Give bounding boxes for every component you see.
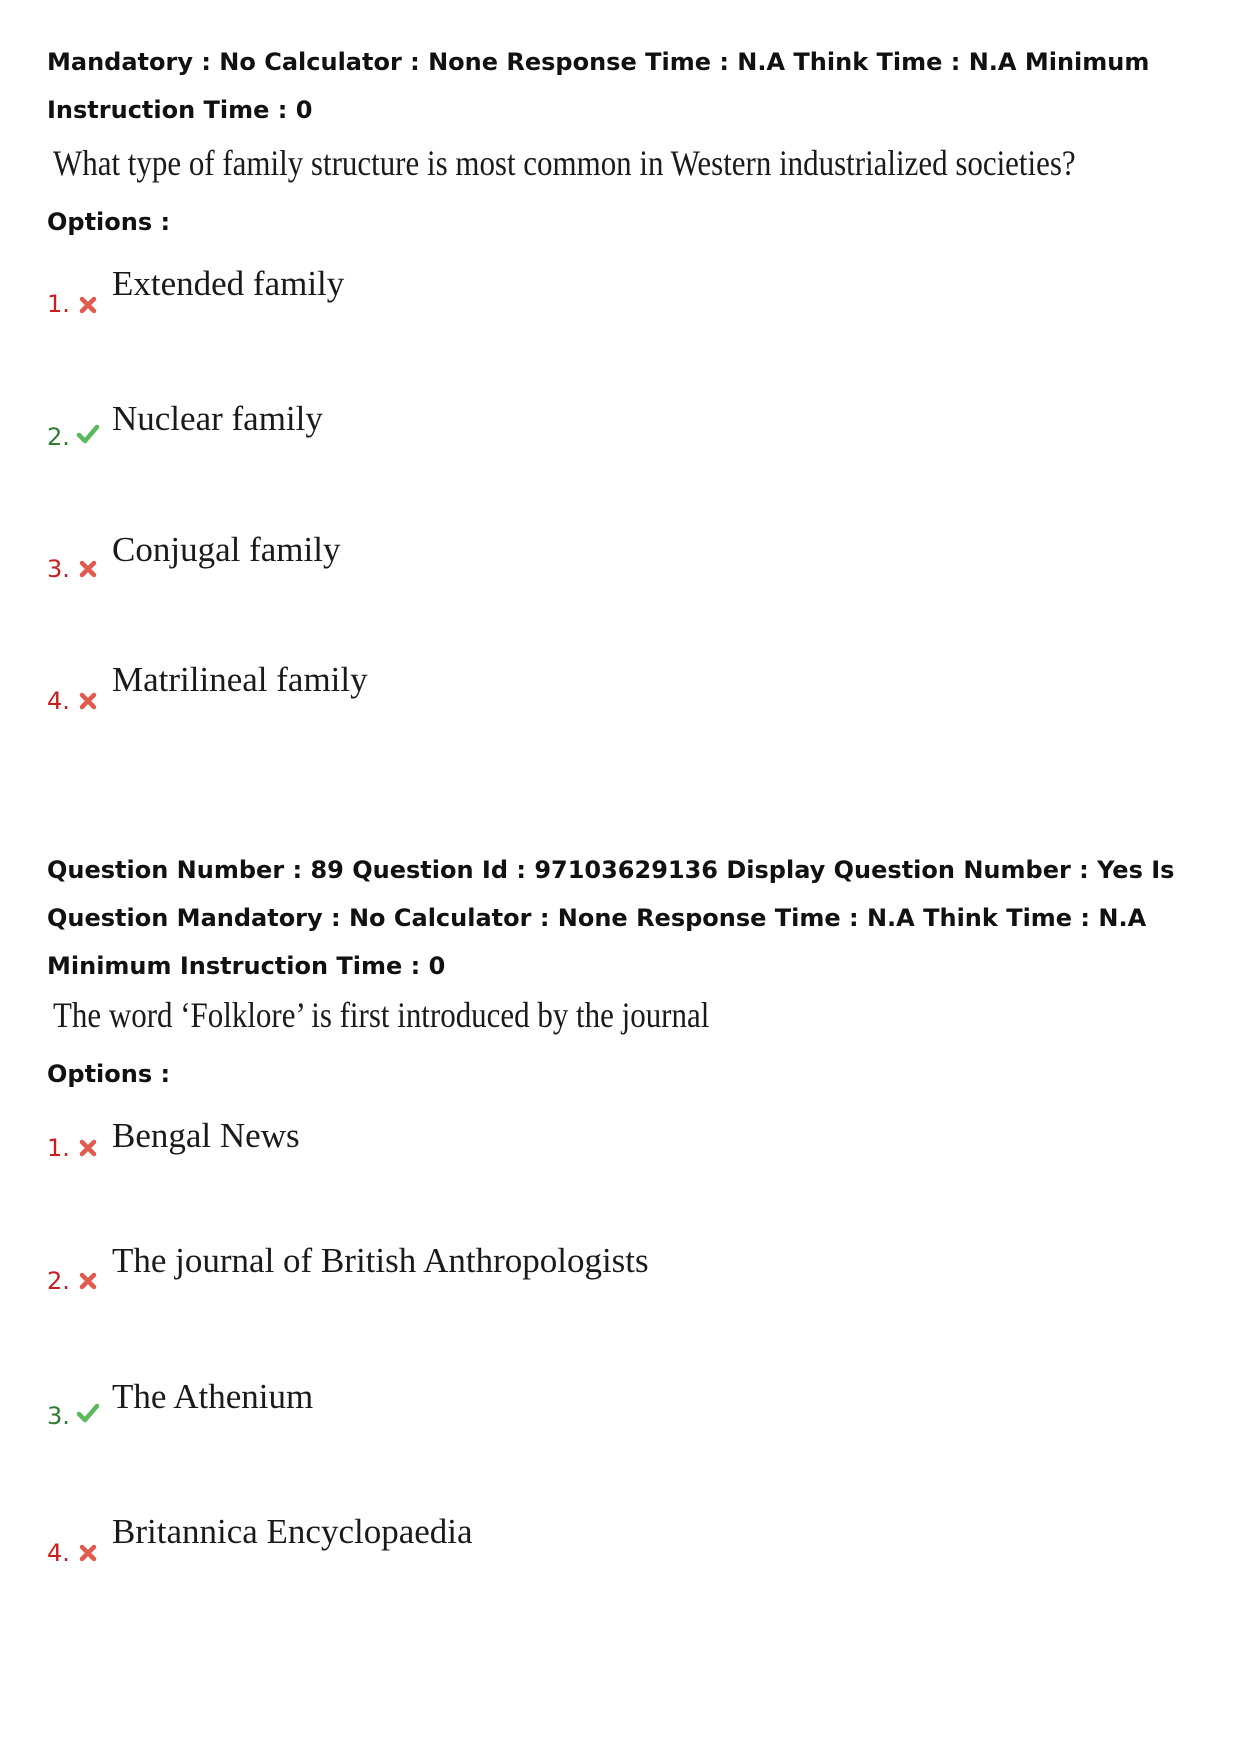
option-number: 1. [47,290,70,318]
question-text: The word ‘Folklore’ is first introduced by the journal [53,995,710,1035]
check-icon [76,422,100,446]
options-label: Options : [47,1060,171,1088]
option-number: 3. [47,555,70,583]
check-icon [76,1401,100,1425]
option-number: 4. [47,687,70,715]
cross-icon [76,557,100,581]
option-number: 2. [47,1267,70,1295]
cross-icon [76,689,100,713]
option-number: 3. [47,1402,70,1430]
option-number: 1. [47,1134,70,1162]
cross-icon [76,1136,100,1160]
option-text: Bengal News [112,1116,300,1155]
cross-icon [76,1269,100,1293]
option-text: Britannica Encyclopaedia [112,1512,473,1551]
question-text: What type of family structure is most common in Western industrialized societies? [53,143,1076,183]
question-meta: Question Number : 89 Question Id : 97103629136 Display Question Number : Yes Is Question Mandatory : No Calculator : None Response Time : N.A Think Time : N.A Minimum Instruction Time : 0 [47,856,1175,980]
option-text: The Athenium [112,1377,314,1416]
option-text: Conjugal family [112,530,341,569]
option-text: Matrilineal family [112,660,368,699]
options-label: Options : [47,208,171,236]
option-text: Nuclear family [112,399,323,438]
option-text: The journal of British Anthropologists [112,1241,649,1280]
cross-icon [76,1541,100,1565]
option-number: 2. [47,423,70,451]
option-text: Extended family [112,264,345,303]
cross-icon [76,293,100,317]
question-meta: Mandatory : No Calculator : None Response Time : N.A Think Time : N.A Minimum Instruction Time : 0 [47,48,1150,124]
option-number: 4. [47,1539,70,1567]
